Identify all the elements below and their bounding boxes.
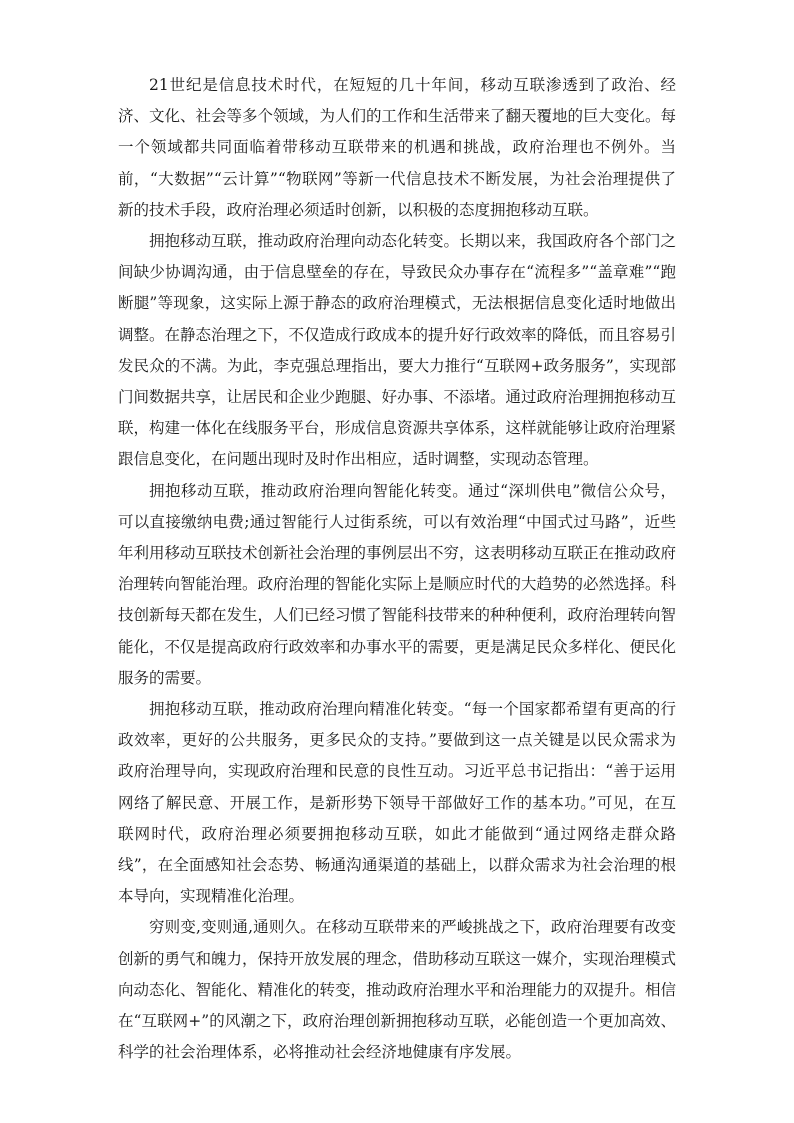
paragraph-precise: 拥抱移动互联，推动政府治理向精准化转变。“每一个国家都希望有更高的行政效率，更好的公共服务，更多民众的支持。”要做到这一点关键是以民众需求为政府治理导向，实现政府治理和民意的良性互动。习近平总书记指出：“善于运用网络了解民意、开展工作，是新形势下领导干部做好工作的基本功。”可见，在互联网时代，政府治理必须要拥抱移动互联，如此才能做到“通过网络走群众路线”，在全面感知社会态势、畅通沟通渠道的基础上，以群众需求为社会治理的根本导向，实现精准化治理。 [118, 700, 676, 906]
document-body [118, 70, 676, 1069]
paragraph-intelligent: 拥抱移动互联，推动政府治理向智能化转变。通过“深圳供电”微信公众号，可以直接缴纳电费;通过智能行人过街系统，可以有效治理“中国式过马路”，近些年利用移动互联技术创新社会治理的事例层出不穷，这表明移动互联正在推动政府治理转向智能治理。政府治理的智能化实际上是顺应时代的大趋势的必然选择。科技创新每天都在发生，人们已经习惯了智能科技带来的种种便利，政府治理转向智能化，不仅是提高政府行政效率和办事水平的需要，更是满足民众多样化、便民化服务的需要。 [118, 481, 677, 687]
paragraph-intro: 21世纪是信息技术时代，在短短的几十年间，移动互联渗透到了政治、经济、文化、社会等多个领域，为人们的工作和生活带来了翻天覆地的巨大变化。每一个领域都共同面临着带移动互联带来的机遇和挑战，政府治理也不例外。当前，“大数据”“云计算”“物联网”等新一代信息技术不断发展，为社会治理提供了新的技术手段，政府治理必须适时创新，以积极的态度拥抱移动互联。 [118, 76, 677, 219]
paragraph-dynamic: 拥抱移动互联，推动政府治理向动态化转变。长期以来，我国政府各个部门之间缺少协调沟通，由于信息壁垒的存在，导致民众办事存在“流程多”“盖章难”“跑断腿”等现象，这实际上源于静态的政府治理模式，无法根据信息变化适时地做出调整。在静态治理之下，不仅造成行政成本的提升好行政效率的降低，而且容易引发民众的不满。为此，李克强总理指出，要大力推行“互联网+政务服务”，实现部门间数据共享，让居民和企业少跑腿、好办事、不添堵。通过政府治理拥抱移动互联，构建一体化在线服务平台，形成信息资源共享体系，这样就能够让政府治理紧跟信息变化，在问题出现时及时作出相应，适时调整，实现动态管理。 [118, 232, 677, 469]
paragraph-conclusion: 穷则变,变则通,通则久。在移动互联带来的严峻挑战之下，政府治理要有改变创新的勇气和魄力，保持开放发展的理念，借助移动互联这一媒介，实现治理模式向动态化、智能化、精准化的转变，推动政府治理水平和治理能力的双提升。相信在“互联网+”的风潮之下，政府治理创新拥抱移动互联，必能创造一个更加高效、科学的社会治理体系，必将推动社会经济地健康有序发展。 [118, 918, 677, 1062]
